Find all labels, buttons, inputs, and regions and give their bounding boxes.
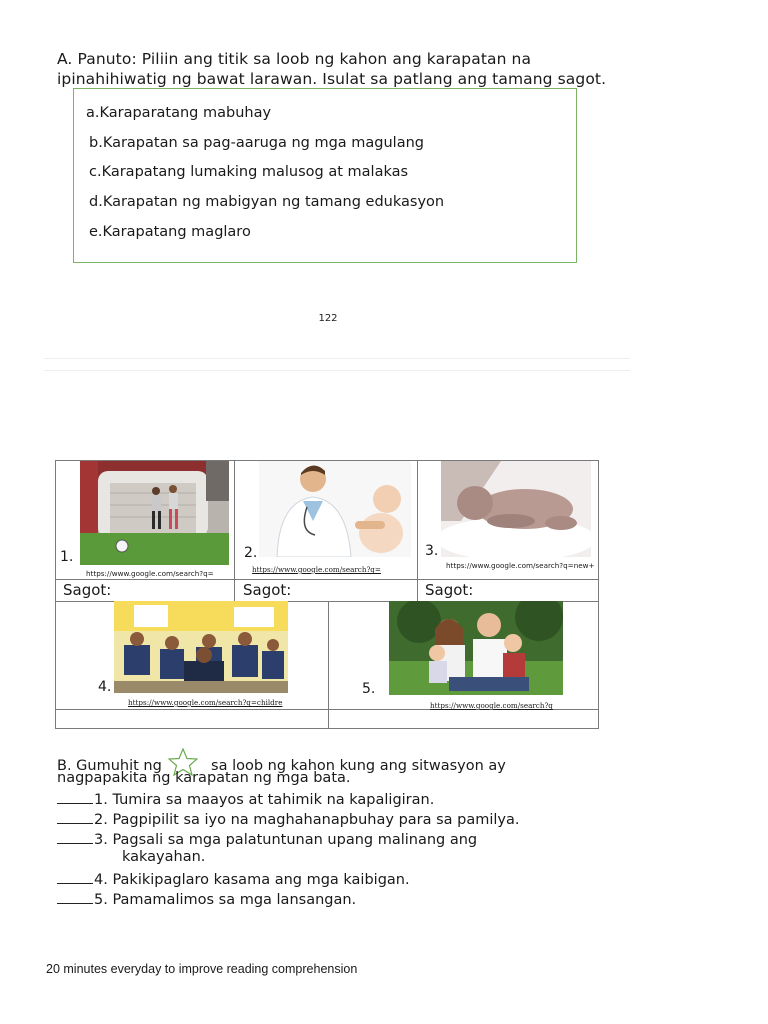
situation-text: 3. Pagsali sa mga palatuntunan upang malinang ang — [94, 832, 478, 848]
instruction-line-1: A. Panuto: Piliin ang titik sa loob ng kahon ang karapatan na — [57, 50, 532, 68]
situation-1 — [57, 789, 434, 808]
answer-label-1: Sagot: — [63, 581, 112, 599]
footer-text: 20 minutes everyday to improve reading comprehension — [46, 962, 358, 976]
answer-label-3: Sagot: — [425, 581, 474, 599]
answer-blank[interactable] — [57, 869, 93, 884]
situation-3-continued: kakayahan. — [122, 849, 206, 865]
photo-4-url: https://www.google.com/search?q=childre — [128, 698, 283, 707]
page-number: 122 — [318, 313, 338, 324]
table-divider — [56, 579, 598, 580]
answer-blank[interactable] — [57, 809, 93, 824]
answer-blank[interactable] — [57, 789, 93, 804]
page-divider-bottom — [44, 370, 630, 371]
part-b-heading-end: sa loob ng kahon kung ang sitwasyon ay — [211, 758, 506, 774]
situation-text: 4. Pakikipaglaro kasama ang mga kaibigan. — [94, 872, 410, 888]
table-divider — [417, 461, 418, 601]
picture-table — [55, 460, 599, 729]
instruction-line-2: ipinahihiwatig ng bawat larawan. Isulat sa patlang ang tamang sagot. — [57, 70, 607, 88]
photo-2-url: https://www.google.com/search?q= — [252, 565, 381, 574]
choice-a: a.Karaparatang mabuhay — [86, 105, 272, 121]
photo-1-url: https://www.google.com/search?q= — [86, 569, 214, 578]
answer-label-2: Sagot: — [243, 581, 292, 599]
item-number-4: 4. — [98, 679, 112, 695]
item-number-1: 1. — [60, 549, 74, 565]
situation-text: 2. Pagpipilit sa iyo na maghahanapbuhay para sa pamilya. — [94, 812, 520, 828]
table-divider — [234, 461, 235, 601]
choice-e: e.Karapatang maglaro — [89, 224, 251, 240]
item-number-5: 5. — [362, 681, 376, 697]
item-number-2: 2. — [244, 545, 258, 561]
photo-doctor-checking-baby — [259, 461, 411, 557]
photo-newborn-baby — [441, 461, 591, 557]
photo-family-together — [389, 601, 563, 695]
photo-3-url: https://www.google.com/search?q=new+ — [446, 561, 595, 570]
situation-3 — [57, 829, 477, 848]
answer-blank[interactable] — [57, 889, 93, 904]
photo-children-playing-soccer — [80, 461, 229, 565]
choices-box — [73, 88, 577, 263]
situation-2 — [57, 809, 520, 828]
answer-blank[interactable] — [57, 829, 93, 844]
part-b-heading-start: B. Gumuhit ng — [57, 758, 162, 774]
situation-text: 1. Tumira sa maayos at tahimik na kapaligiran. — [94, 792, 435, 808]
photo-5-url: https://www.google.com/search?q — [430, 701, 553, 710]
item-number-3: 3. — [425, 543, 439, 559]
choice-c: c.Karapatang lumaking malusog at malakas — [89, 164, 409, 180]
part-a-instructions — [57, 49, 657, 89]
choice-b: b.Karapatan sa pag-aaruga ng mga magulang — [89, 135, 424, 151]
situation-text: 5. Pamamalimos sa mga lansangan. — [94, 892, 357, 908]
situation-4 — [57, 869, 410, 888]
part-b-instructions-line-2: nagpapakita ng karapatan ng mga bata. — [57, 770, 351, 786]
page-divider-top — [44, 358, 630, 359]
choice-d: d.Karapatan ng mabigyan ng tamang edukasyon — [89, 194, 445, 210]
situation-5 — [57, 889, 356, 908]
photo-children-in-classroom — [114, 601, 288, 693]
